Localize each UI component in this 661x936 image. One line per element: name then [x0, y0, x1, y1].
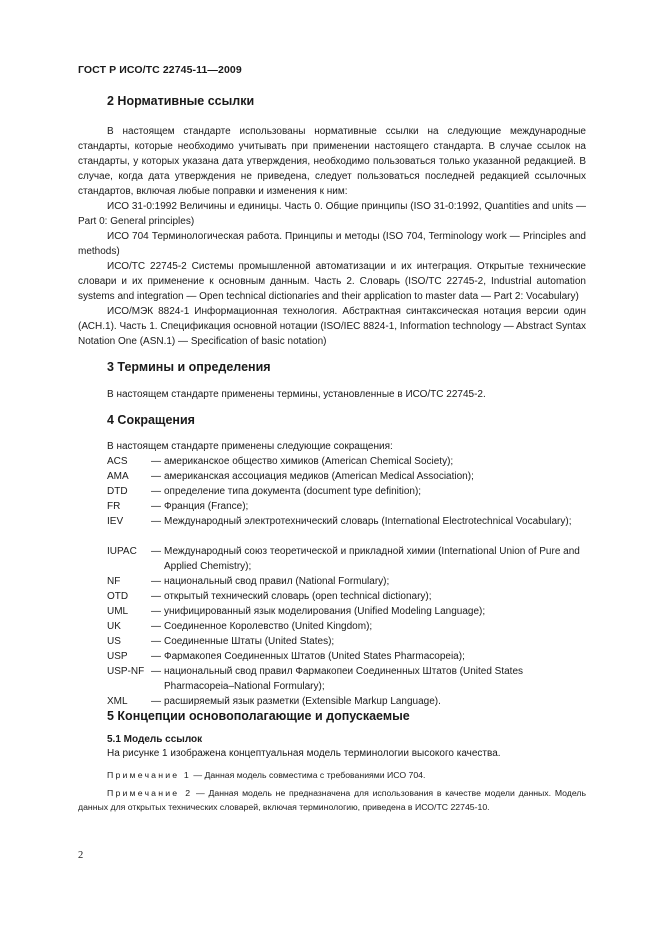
abbreviation-key: IEV — [107, 516, 124, 527]
abbreviation-dash: — — [151, 606, 161, 617]
abbreviation-definition: определение типа документа (document type definition); — [164, 486, 422, 497]
abbreviation-key: NF — [107, 576, 121, 587]
note-1-text: — Данная модель совместима с требованиями ИСО 704. — [190, 770, 426, 780]
abbreviation-dash: — — [151, 576, 161, 587]
reference-iso-31: ИСО 31-0:1992 Величины и единицы. Часть 0. Общие принципы (ISO 31-0:1992, Quantities and units — Part 0: General principles) — [78, 201, 586, 227]
document-header: ГОСТ Р ИСО/ТС 22745-11—2009 — [78, 64, 242, 76]
abbreviation-definition: Соединенные Штаты (United States); — [164, 636, 335, 647]
page-number: 2 — [78, 850, 84, 861]
abbreviation-key: IUPAC — [107, 546, 137, 557]
abbreviation-key: AMA — [107, 471, 129, 482]
abbreviation-key: UK — [107, 621, 121, 632]
abbreviation-definition: расширяемый язык разметки (Extensible Markup Language). — [164, 696, 441, 707]
abbreviation-key: DTD — [107, 486, 128, 497]
abbreviation-definition: национальный свод правил (National Formulary); — [164, 576, 390, 587]
abbreviation-key: FR — [107, 501, 121, 512]
abbreviation-dash: — — [151, 501, 161, 512]
reference-iso-22745-2: ИСО/ТС 22745-2 Системы промышленной автоматизации и их интеграция. Открытые технические словари и их применение к основным данным. Часть 2. Словарь (ISO/TC 22745-2, Industrial automation systems and integration — Open technical dictionaries and their application to master data — Part 2: Vocabulary) — [78, 261, 586, 302]
abbreviation-definition: Соединенное Королевство (United Kingdom); — [164, 621, 373, 632]
abbreviation-definition: Международный союз теоретической и прикладной химии (International Union of Pure and Applied Chemistry); — [164, 546, 580, 572]
abbreviation-definition: Международный электротехнический словарь (International Electrotechnical Vocabulary); — [164, 516, 572, 527]
abbreviation-definition: открытый технический словарь (open technical dictionary); — [164, 591, 432, 602]
reference-iso-8824-1: ИСО/МЭК 8824-1 Информационная технология. Абстрактная синтаксическая нотация версии один (АСН.1). Часть 1. Спецификация основной нотации (ISO/IEC 8824-1, Information technology — Abstract Syntax Notation One (ASN.1) — Specification of basic notation) — [78, 306, 587, 347]
abbreviation-dash: — — [151, 486, 161, 497]
section-3-text: В настоящем стандарте применены термины, установленные в ИСО/ТС 22745-2. — [107, 389, 486, 400]
abbreviation-definition: американское общество химиков (American Chemical Society); — [164, 456, 454, 467]
section-3-title: 3 Термины и определения — [107, 360, 271, 374]
note-2 — [78, 786, 586, 814]
abbreviation-key: OTD — [107, 591, 129, 602]
abbreviation-dash: — — [151, 456, 161, 467]
abbreviation-definition: Фармакопея Соединенных Штатов (United States Pharmacopeia); — [164, 651, 465, 662]
abbreviation-key: UML — [107, 606, 129, 617]
section-4-intro: В настоящем стандарте применены следующие сокращения: — [107, 441, 393, 452]
note-2-label: Примечание 2 — [107, 788, 193, 798]
abbreviation-key: ACS — [107, 456, 128, 467]
section-2-intro: В настоящем стандарте использованы нормативные ссылки на следующие международные стандарты, которые необходимо учитывать при применении настоящего стандарта. В случае ссылок на стандарты, у которых указана дата утверждения, необходимо пользоваться только указанной редакцией. В случае, когда дата утверждения не приведена, следует пользоваться последней редакцией ссылочных стандартов, включая любые поправки и изменения к ним: — [78, 126, 586, 197]
section-5-title: 5 Концепции основополагающие и допускаемые — [107, 709, 410, 723]
note-2-text: — Данная модель не предназначена для использования в качестве модели данных. Модель данных для открытых технических словарей, включая терминологию, приведена в ИСО/ТС 22745-10. — [78, 788, 586, 812]
abbreviation-definition: Франция (France); — [164, 501, 249, 512]
abbreviation-dash: — — [151, 471, 161, 482]
subsection-5-1-title: 5.1 Модель ссылок — [107, 734, 203, 745]
note-1-label: Примечание 1 — [107, 770, 191, 780]
abbreviation-definition: национальный свод правил Фармакопеи Соединенных Штатов (United States Pharmacopeia–National Formulary); — [164, 666, 524, 692]
abbreviation-key: USP-NF — [107, 666, 145, 677]
section-2-title: 2 Нормативные ссылки — [107, 94, 255, 108]
abbreviation-dash: — — [151, 546, 161, 557]
abbreviation-key: US — [107, 636, 121, 647]
abbreviation-key: USP — [107, 651, 128, 662]
abbreviation-key: XML — [107, 696, 128, 707]
subsection-5-1-text: На рисунке 1 изображена концептуальная модель терминологии высокого качества. — [107, 748, 501, 759]
reference-iso-704: ИСО 704 Терминологическая работа. Принципы и методы (ISO 704, Terminology work — Principles and methods) — [78, 231, 586, 257]
abbreviation-dash: — — [151, 666, 161, 677]
note-1 — [78, 768, 586, 782]
abbreviation-dash: — — [151, 636, 161, 647]
abbreviation-dash: — — [151, 621, 161, 632]
section-4-title: 4 Сокращения — [107, 413, 195, 427]
abbreviation-definition: американская ассоциация медиков (American Medical Association); — [164, 471, 474, 482]
abbreviation-dash: — — [151, 591, 161, 602]
abbreviation-dash: — — [151, 516, 161, 527]
abbreviation-definition: унифицированный язык моделирования (Unified Modeling Language); — [164, 606, 486, 617]
abbreviation-dash: — — [151, 651, 161, 662]
abbreviation-dash: — — [151, 696, 161, 707]
